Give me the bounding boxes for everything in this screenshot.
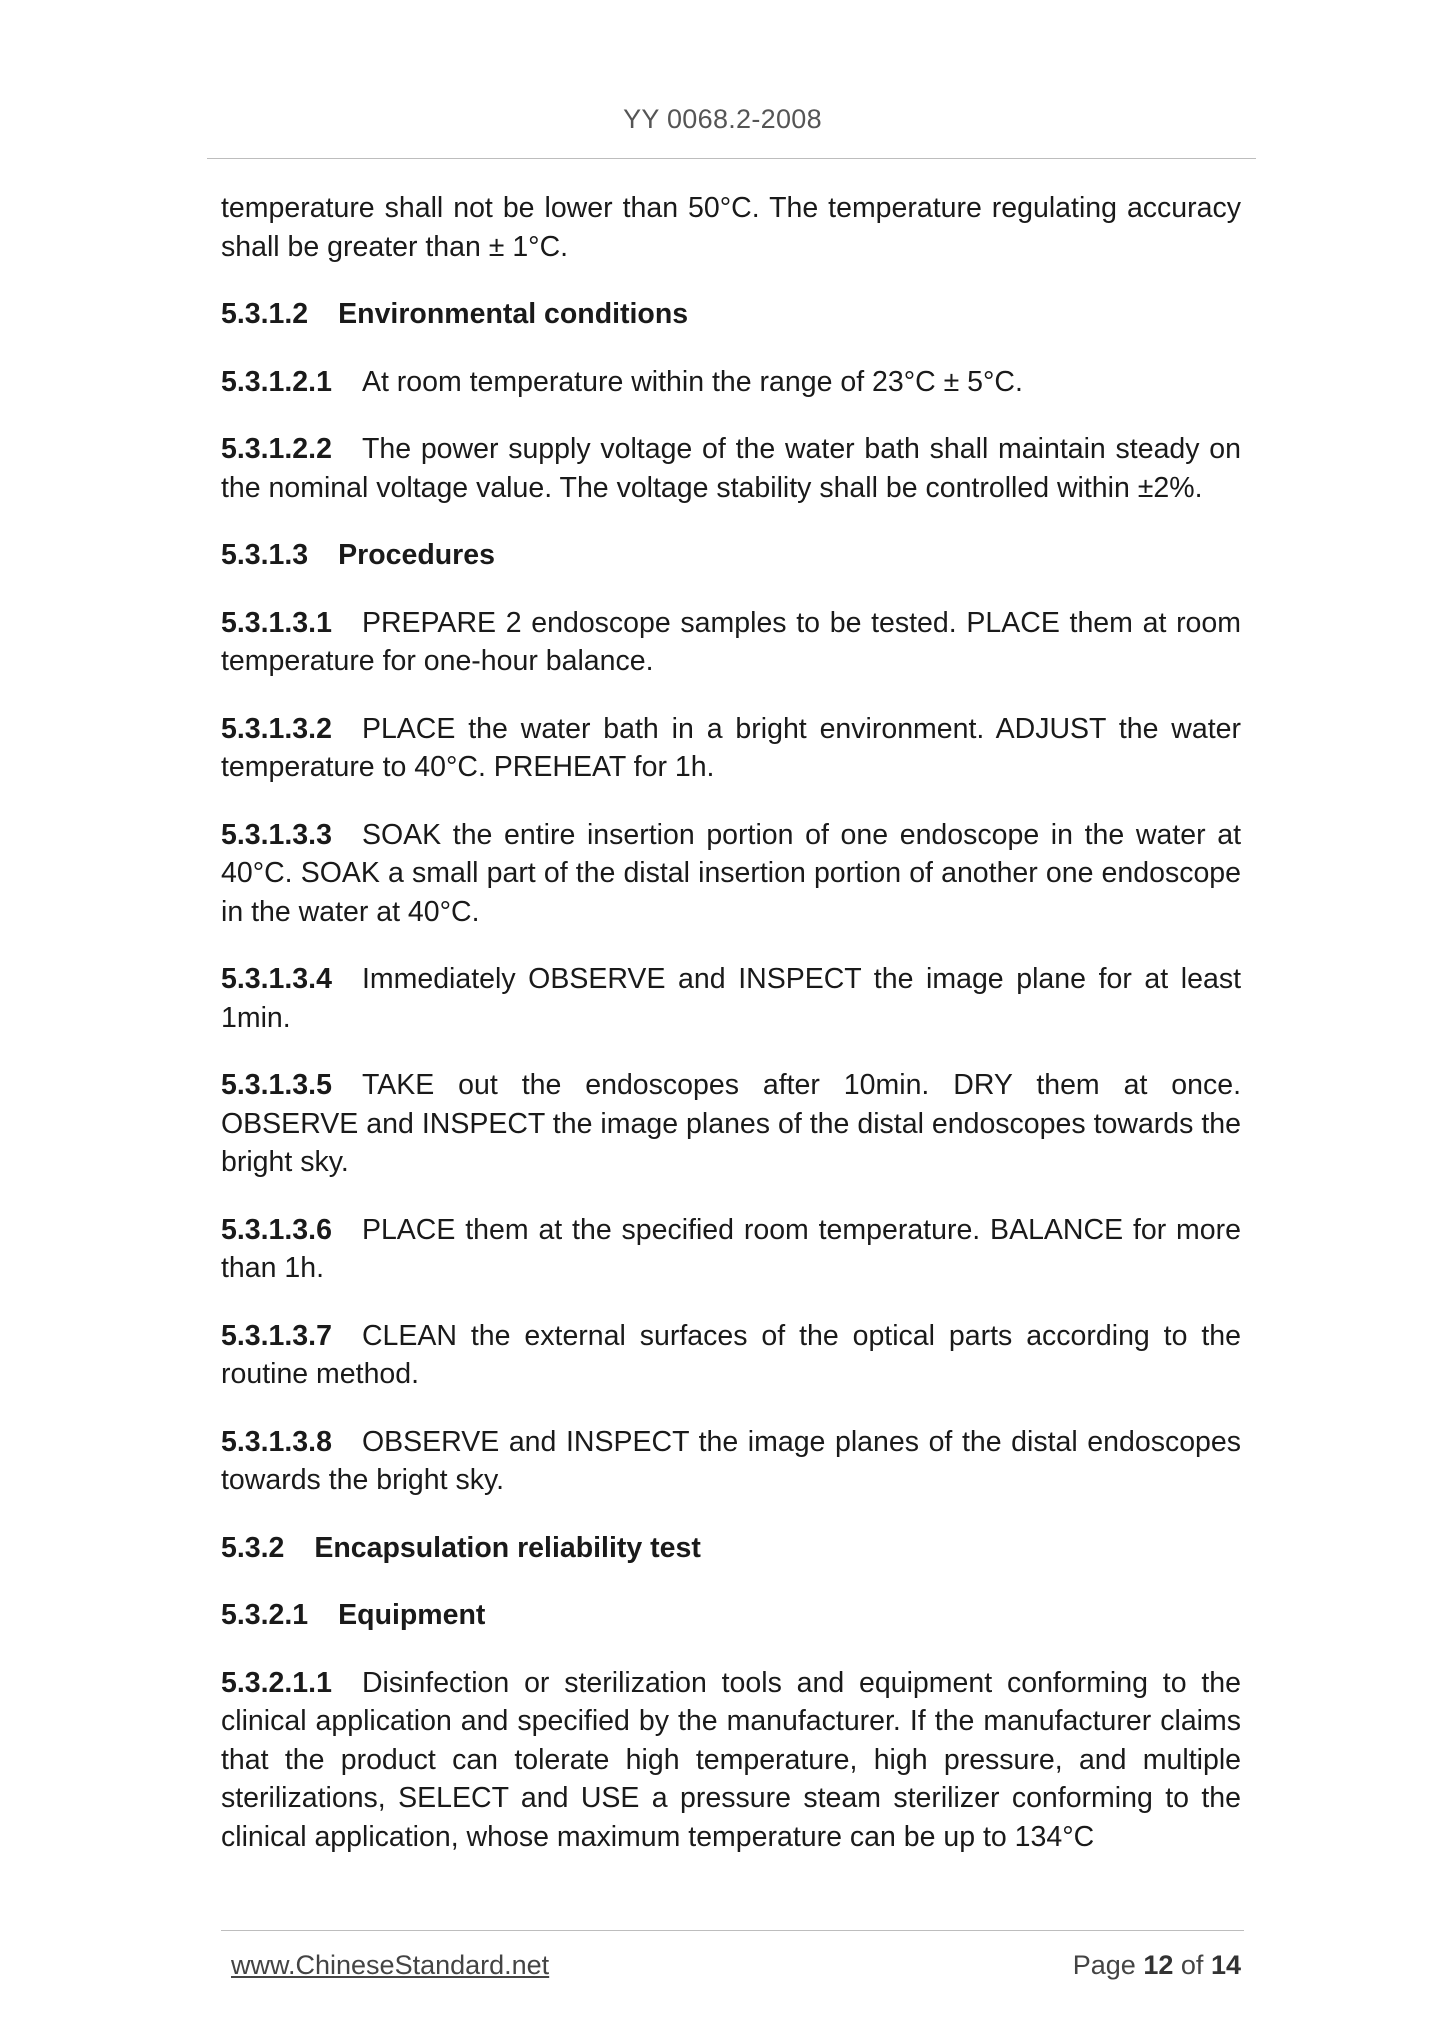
clause-number: 5.3.1.3.2 [221, 712, 332, 745]
paragraph [221, 604, 1241, 681]
paragraph [221, 1317, 1241, 1394]
paragraph [221, 430, 1241, 507]
clause-number: 5.3.1.3.3 [221, 818, 332, 851]
section-heading [221, 1529, 1241, 1568]
current-page: 12 [1143, 1950, 1174, 1980]
paragraph-text: TAKE out the endoscopes after 10min. DRY them at once. OBSERVE and INSPECT the image planes of the distal endoscopes towards the bright sky. [221, 1069, 1241, 1178]
clause-number: 5.3.1.2.2 [221, 433, 332, 465]
clause-number: 5.3.2.1.1 [221, 1666, 332, 1699]
paragraph [221, 363, 1241, 402]
paragraph-text: OBSERVE and INSPECT the image planes of the distal endoscopes towards the bright sky. [221, 1425, 1241, 1496]
clause-number: 5.3.1.3.1 [221, 606, 332, 639]
paragraph-text: PLACE them at the specified room temperature. BALANCE for more than 1h. [221, 1213, 1241, 1284]
heading-text: Environmental conditions [338, 298, 689, 330]
header-divider [207, 158, 1256, 159]
paragraph [221, 189, 1241, 266]
section-heading [221, 1596, 1241, 1635]
paragraph-text: CLEAN the external surfaces of the optical parts according to the routine method. [221, 1319, 1241, 1390]
clause-number: 5.3.1.2.1 [221, 365, 332, 398]
heading-text: Procedures [338, 539, 495, 571]
paragraph [221, 1066, 1241, 1182]
section-heading [221, 536, 1241, 575]
website-link[interactable]: www.ChineseStandard.net [231, 1950, 550, 1980]
page-number [1073, 1950, 1241, 1981]
clause-number: 5.3.1.3.4 [221, 963, 332, 995]
paragraph [221, 1211, 1241, 1288]
page-header-title: YY 0068.2-2008 [623, 104, 822, 134]
clause-number: 5.3.1.2 [221, 298, 309, 330]
paragraph-text: temperature shall not be lower than 50°C. The temperature regulating accuracy shall be greater than ± 1°C. [221, 192, 1241, 263]
heading-text: Equipment [338, 1599, 486, 1631]
paragraph [221, 960, 1241, 1037]
paragraph-text: Disinfection or sterilization tools and equipment conforming to the clinical application and specified by the manufacturer. If the manufacturer claims that the product can tolerate high temperature, high pressure, and multiple sterilizations, SELECT and USE a pressure steam sterilizer conforming to the clinical application, whose maximum temperature can be up to 134°C [221, 1666, 1241, 1853]
clause-number: 5.3.2.1 [221, 1599, 309, 1631]
heading-text: Encapsulation reliability test [314, 1531, 701, 1564]
footer-divider [221, 1930, 1244, 1931]
paragraph-text: The power supply voltage of the water bath shall maintain steady on the nominal voltage value. The voltage stability shall be controlled within ±2%. [221, 433, 1241, 504]
clause-number: 5.3.1.3.5 [221, 1069, 332, 1101]
paragraph-text: Immediately OBSERVE and INSPECT the image plane for at least 1min. [221, 963, 1241, 1034]
page-of: of [1180, 1950, 1204, 1980]
clause-number: 5.3.1.3 [221, 539, 309, 571]
paragraph-text: SOAK the entire insertion portion of one endoscope in the water at 40°C. SOAK a small part of the distal insertion portion of another one endoscope in the water at 40°C. [221, 818, 1241, 928]
clause-number: 5.3.1.3.8 [221, 1425, 332, 1458]
clause-number: 5.3.1.3.7 [221, 1319, 332, 1352]
clause-number: 5.3.1.3.6 [221, 1213, 332, 1246]
paragraph [221, 1423, 1241, 1500]
paragraph [221, 710, 1241, 787]
paragraph-text: At room temperature within the range of 23°C ± 5°C. [361, 365, 1023, 398]
total-pages: 14 [1210, 1950, 1241, 1980]
paragraph-text: PLACE the water bath in a bright environment. ADJUST the water temperature to 40°C. PREHEAT for 1h. [221, 712, 1241, 783]
paragraph [221, 816, 1241, 932]
paragraph [221, 1664, 1241, 1857]
document-body [221, 189, 1241, 1885]
clause-number: 5.3.2 [221, 1531, 285, 1564]
section-heading [221, 295, 1241, 334]
page-prefix: Page [1072, 1950, 1136, 1980]
paragraph-text: PREPARE 2 endoscope samples to be tested. PLACE them at room temperature for one-hour balance. [221, 606, 1241, 677]
